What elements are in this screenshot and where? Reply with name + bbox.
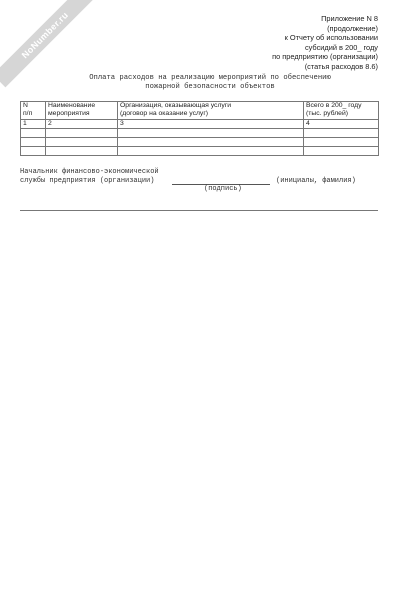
table-cell[interactable] [304, 129, 379, 138]
column-number-cell: 1 [21, 120, 46, 129]
document-title [0, 74, 420, 92]
title-line-1: Оплата расходов на реализацию мероприятий по обеспечению [89, 74, 331, 82]
header-text: (договор на оказание услуг) [120, 110, 209, 117]
table-row [21, 129, 379, 138]
expenses-table [20, 101, 379, 156]
table-cell[interactable] [118, 129, 304, 138]
table-row [21, 138, 379, 147]
header-text: N [23, 102, 28, 109]
header-text: Организация, оказывающая услуги [120, 102, 232, 109]
appendix-line: (статья расходов 8.6) [304, 61, 378, 71]
signature-line-2 [20, 177, 380, 186]
appendix-line: субсидий в 200_ году [304, 42, 378, 52]
signature-department-text: службы предприятия (организации) [20, 176, 155, 185]
appendix-header [198, 14, 378, 72]
signature-line-1 [20, 168, 380, 177]
header-text: Всего в 200_ году [306, 102, 362, 109]
header-text: п/п [23, 110, 33, 117]
appendix-line: Приложение N 8 [321, 14, 378, 23]
table-cell[interactable] [304, 138, 379, 147]
table-cell[interactable] [46, 129, 118, 138]
signature-caption: (подпись) [204, 185, 242, 194]
title-line-2: пожарной безопасности объектов [145, 83, 275, 91]
header-cell-organization [118, 102, 304, 120]
appendix-line: (продолжение) [327, 23, 378, 33]
header-text: мероприятия [48, 110, 90, 117]
table-cell[interactable] [46, 147, 118, 156]
header-text: Наименование [48, 102, 96, 109]
signature-line-3 [20, 185, 380, 194]
header-cell-total [304, 102, 379, 120]
header-text: (тыс. рублей) [306, 110, 349, 117]
header-cell-activity [46, 102, 118, 120]
table-cell[interactable] [46, 138, 118, 147]
column-number-cell: 2 [46, 120, 118, 129]
appendix-line: по предприятию (организации) [272, 52, 378, 62]
footer-divider [20, 210, 378, 211]
header-cell-number [21, 102, 46, 120]
table-header-row [21, 102, 379, 120]
signature-initials-label: (инициалы, фамилия) [276, 176, 356, 185]
signature-position-text: Начальник финансово-экономической [20, 168, 159, 176]
table-cell[interactable] [21, 129, 46, 138]
column-number-cell: 3 [118, 120, 304, 129]
table-row [21, 147, 379, 156]
appendix-line: к Отчету об использовании [284, 33, 378, 43]
table-cell[interactable] [118, 138, 304, 147]
column-number-cell: 4 [304, 120, 379, 129]
table-cell[interactable] [21, 147, 46, 156]
table-cell[interactable] [304, 147, 379, 156]
watermark-text: NoNumber.ru [19, 9, 71, 61]
table-number-row [21, 120, 379, 129]
table-cell[interactable] [21, 138, 46, 147]
signature-block [20, 168, 380, 194]
table-cell[interactable] [118, 147, 304, 156]
